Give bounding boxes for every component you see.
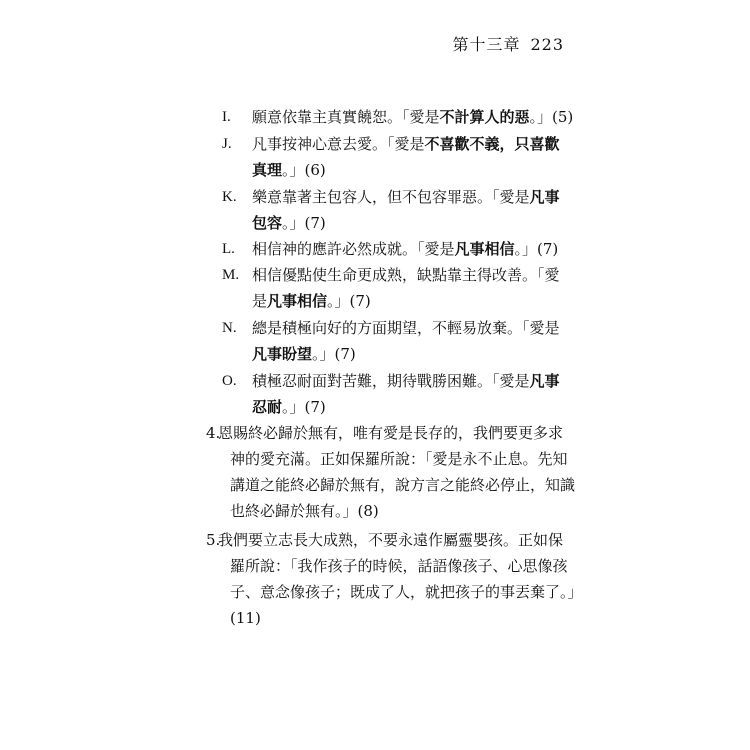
item-text: 總是積極向好的方面期望，不輕易放棄。「愛是 凡事盼望。」(7): [252, 319, 560, 363]
item-text: 相信優點使生命更成熟，缺點靠主得改善。「愛 是凡事相信。」(7): [252, 266, 560, 310]
item-text: 積極忍耐面對苦難，期待戰勝困難。「愛是凡事 忍耐。」(7): [252, 372, 560, 416]
item-letter: L.: [222, 241, 235, 257]
running-header: [442, 32, 564, 55]
item-text: 樂意靠著主包容人，但不包容罪惡。「愛是凡事 包容。」(7): [252, 188, 560, 232]
item-text: 願意依靠主真實饒恕。「愛是不計算人的惡。」(5): [252, 108, 574, 126]
paragraph-text: 我們要立志長大成熟，不要永遠作屬靈嬰孩。正如保 羅所說：「我作孩子的時候，話語像孩子、心思像孩 子、意念像孩子；既成了人，就把孩子的事丟棄了。」 (11): [218, 531, 583, 627]
item-text: 相信神的應許必然成就。「愛是凡事相信。」(7): [252, 240, 559, 258]
item-letter: O.: [222, 373, 237, 389]
item-letter: N.: [222, 320, 237, 336]
paragraph-text: 恩賜終必歸於無有，唯有愛是長存的，我們要更多求 神的愛充滿。正如保羅所說：「愛是永不止息。先知 講道之能終必歸於無有，說方言之能終必停止，知識 也終必歸於無有。」(8): [218, 424, 576, 520]
item-letter: I.: [222, 109, 231, 125]
paragraph-number: 5.: [206, 531, 221, 549]
item-letter: K.: [222, 189, 237, 205]
item-text: 凡事按神心意去愛。「愛是不喜歡不義，只喜歡 真理。」(6): [252, 135, 560, 179]
paragraph-number: 4.: [206, 424, 221, 442]
item-letter: J.: [222, 136, 232, 152]
page-number: 223: [530, 35, 564, 54]
chapter-title: 第十三章: [452, 35, 521, 54]
item-letter: M.: [222, 267, 240, 283]
